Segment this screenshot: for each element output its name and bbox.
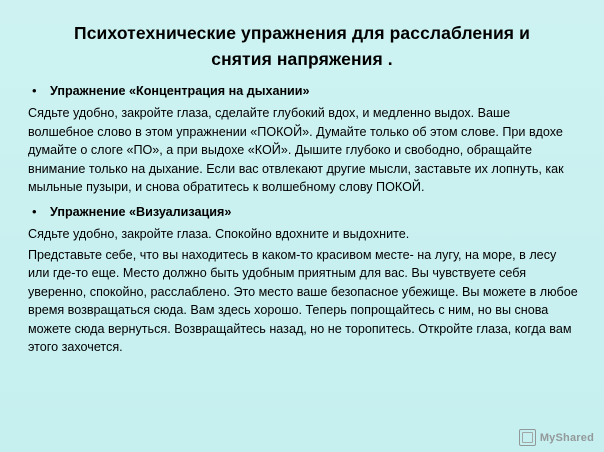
list-item (28, 82, 578, 100)
watermark (519, 429, 594, 446)
page-title: Психотехнические упражнения для расслабления и снятия напряжения . (74, 23, 530, 69)
presentation-icon (519, 429, 536, 446)
bullet-dot-icon: • (32, 203, 37, 219)
exercise-1-paragraph-1: Сядьте удобно, закройте глаза, сделайте глубокий вдох, и медленно выдох. Ваше волшебное слово в этом упражнении «ПОКОЙ». Думайте только об этом слове. При вдохе думайте о слоге «ПО», а при выдохе «КОЙ». Дышите глубоко и свободно, обращайте внимание только на дыхание. Если вас отвлекают другие мысли, заставьте их лопнуть, как мыльные пузыри, и снова обратитесь к волшебному слову ПОКОЙ. (28, 106, 564, 195)
list-item (28, 203, 578, 221)
exercise-2-paragraph-2: Представьте себе, что вы находитесь в каком-то красивом месте- на лугу, на море, в лесу или где-то еще. Место должно быть удобным приятным для вас. Вы чувствуете себя уверенно, спокойно, расслаблено. Это место ваше безопасное убежище. Вы можете в любое время возвращаться сюда. Вам здесь хорошо. Теперь попрощайтесь с ним, но вы снова можете сюда вернуться. Возвращайтесь назад, но не торопитесь. Откройте глаза, когда вам этого захочется. (28, 247, 578, 355)
bullet-dot-icon: • (32, 83, 37, 98)
exercise-2-paragraph-1: Сядьте удобно, закройте глаза. Спокойно вдохните и выдохните. (28, 226, 410, 241)
exercise-heading-2: Упражнение «Визуализация» (50, 204, 232, 219)
watermark-label: MyShared (539, 431, 594, 444)
slide-body (28, 82, 578, 357)
exercise-heading-1: Упражнение «Концентрация на дыхании» (50, 84, 310, 98)
